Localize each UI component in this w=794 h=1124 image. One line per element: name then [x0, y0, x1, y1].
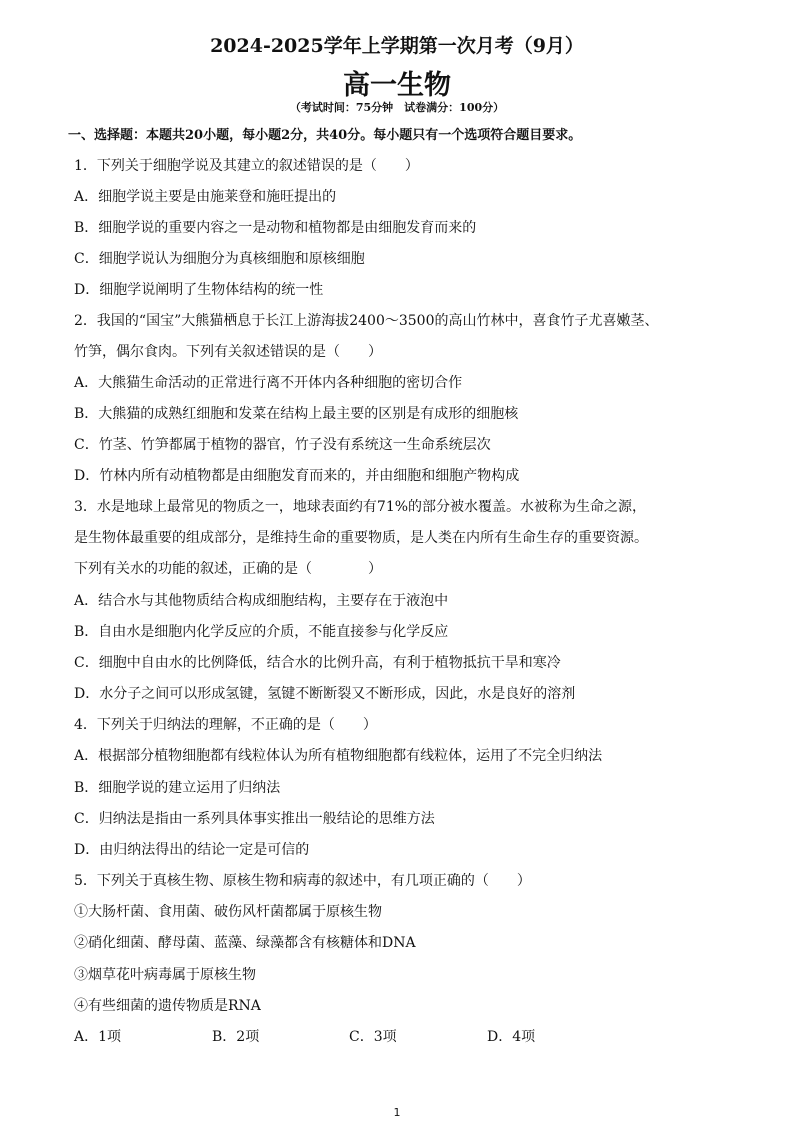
question-1-option-a: A．细胞学说主要是由施莱登和施旺提出的 [74, 189, 337, 205]
exam-meta: （考试时间：75分钟 试卷满分：100分） [289, 101, 505, 114]
subject-title: 高一生物 [343, 70, 451, 101]
question-4-option-a: A．根据部分植物细胞都有线粒体认为所有植物细胞都有线粒体，运用了不完全归纳法 [74, 748, 603, 764]
question-3-stem-line-3: 下列有关水的功能的叙述，正确的是（ ） [74, 561, 382, 577]
question-1-stem: 1．下列关于细胞学说及其建立的叙述错误的是（ ） [74, 158, 419, 174]
question-3-option-a: A．结合水与其他物质结合构成细胞结构，主要存在于液泡中 [74, 593, 449, 609]
question-2-option-d: D．竹林内所有动植物都是由细胞发育而来的，并由细胞和细胞产物构成 [74, 468, 520, 484]
exam-title: 2024-2025学年上学期第一次月考（9月） [210, 35, 584, 57]
question-2-option-a: A．大熊猫生命活动的正常进行离不开体内各种细胞的密切合作 [74, 375, 463, 391]
question-1-option-c: C．细胞学说认为细胞分为真核细胞和原核细胞 [74, 251, 365, 267]
section-heading: 一、选择题：本题共20小题，每小题2分，共40分。每小题只有一个选项符合题目要求。 [68, 128, 582, 143]
question-5-statement-3: ③烟草花叶病毒属于原核生物 [74, 967, 256, 983]
question-5-statement-4: ④有些细菌的遗传物质是RNA [74, 998, 261, 1014]
question-2-stem-line-2: 竹笋，偶尔食肉。下列有关叙述错误的是（ ） [74, 344, 382, 360]
question-3-stem-line-2: 是生物体最重要的组成部分，是维持生命的重要物质，是人类在内所有生命生存的重要资源。 [74, 530, 648, 546]
question-1-option-d: D．细胞学说阐明了生物体结构的统一性 [74, 282, 324, 298]
question-5-option-d: D．4项 [487, 1029, 536, 1045]
question-5-statement-2: ②硝化细菌、酵母菌、蓝藻、绿藻都含有核糖体和DNA [74, 935, 416, 951]
question-2-option-b: B．大熊猫的成熟红细胞和发菜在结构上最主要的区别是有成形的细胞核 [74, 406, 519, 422]
question-4-option-c: C．归纳法是指由一系列具体事实推出一般结论的思维方法 [74, 811, 435, 827]
question-4-option-b: B．细胞学说的建立运用了归纳法 [74, 780, 281, 796]
page-number: 1 [393, 1106, 401, 1119]
question-5-statement-1: ①大肠杆菌、食用菌、破伤风杆菌都属于原核生物 [74, 904, 382, 920]
question-4-option-d: D．由归纳法得出的结论一定是可信的 [74, 842, 310, 858]
question-5-option-a: A．1项 [74, 1029, 122, 1045]
question-5-stem: 5．下列关于真核生物、原核生物和病毒的叙述中，有几项正确的（ ） [74, 873, 531, 889]
question-3-option-d: D．水分子之间可以形成氢键，氢键不断断裂又不断形成，因此，水是良好的溶剂 [74, 686, 576, 702]
question-5-option-b: B．2项 [212, 1029, 260, 1045]
question-2-option-c: C．竹茎、竹笋都属于植物的器官，竹子没有系统这一生命系统层次 [74, 437, 491, 453]
question-1-option-b: B．细胞学说的重要内容之一是动物和植物都是由细胞发育而来的 [74, 220, 477, 236]
question-3-option-c: C．细胞中自由水的比例降低，结合水的比例升高，有利于植物抵抗干旱和寒冷 [74, 655, 561, 671]
question-3-stem-line-1: 3．水是地球上最常见的物质之一，地球表面约有71%的部分被水覆盖。水被称为生命之源， [74, 499, 647, 515]
question-3-option-b: B．自由水是细胞内化学反应的介质，不能直接参与化学反应 [74, 624, 449, 640]
question-2-stem-line-1: 2．我国的“国宝”大熊猫栖息于长江上游海拔2400～3500的高山竹林中，喜食竹子尤喜嫩茎、 [74, 313, 659, 329]
question-5-option-c: C．3项 [349, 1029, 397, 1045]
question-4-stem: 4．下列关于归纳法的理解，不正确的是（ ） [74, 717, 377, 733]
